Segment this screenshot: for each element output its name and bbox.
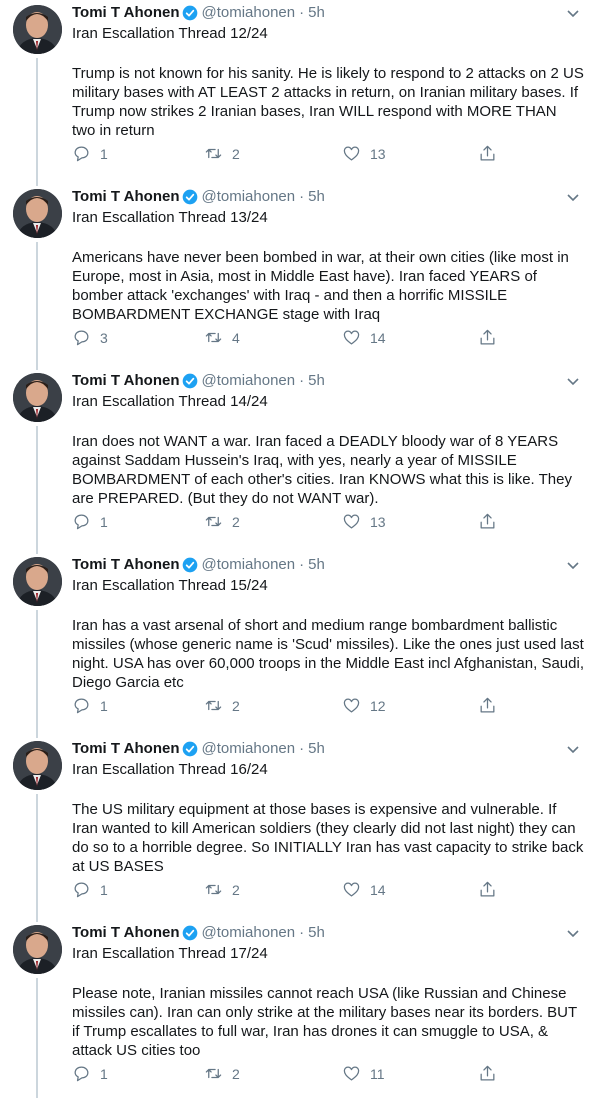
- verified-badge-icon: [182, 189, 198, 205]
- tweet-actions: [72, 512, 512, 534]
- reply-icon: [72, 1064, 91, 1083]
- heart-icon: [342, 696, 361, 715]
- retweet-button[interactable]: [204, 328, 240, 347]
- thread-subtitle: Iran Escallation Thread 15/24: [72, 577, 268, 594]
- like-button[interactable]: [342, 696, 386, 715]
- tweet[interactable]: [0, 368, 601, 552]
- verified-badge-icon: [182, 5, 198, 21]
- retweet-count: 2: [232, 881, 240, 898]
- reply-icon: [72, 512, 91, 531]
- thread-subtitle: Iran Escallation Thread 13/24: [72, 209, 268, 226]
- verified-badge-icon: [182, 557, 198, 573]
- tweet-header: [72, 3, 325, 23]
- like-button[interactable]: [342, 328, 386, 347]
- heart-icon: [342, 328, 361, 347]
- heart-icon: [342, 144, 361, 163]
- reply-icon: [72, 328, 91, 347]
- tweet-text: Iran does not WANT a war. Iran faced a DEADLY bloody war of 8 YEARS against Saddam Hussein's Iraq, with yes, nearly a year of MISSILE BOMBARDMENT of each other's cities. Iran KNOWS what this is like. They are PREPARED. (But they do not WANT war).: [72, 433, 572, 507]
- retweet-button[interactable]: [204, 696, 240, 715]
- tweet[interactable]: [0, 0, 601, 184]
- retweet-count: 4: [232, 329, 240, 346]
- separator-dot: ·: [299, 740, 305, 757]
- tweet[interactable]: [0, 552, 601, 736]
- tweet-actions: [72, 144, 512, 166]
- author-handle[interactable]: @tomiahonen: [201, 556, 296, 573]
- tweet-header: [72, 739, 325, 759]
- reply-button[interactable]: [72, 696, 108, 715]
- avatar[interactable]: [13, 557, 62, 606]
- like-button[interactable]: [342, 880, 386, 899]
- avatar[interactable]: [13, 925, 62, 974]
- author-handle[interactable]: @tomiahonen: [201, 188, 296, 205]
- like-button[interactable]: [342, 1064, 385, 1083]
- separator-dot: ·: [299, 556, 305, 573]
- retweet-icon: [204, 328, 223, 347]
- reply-count: 3: [100, 329, 108, 346]
- reply-icon: [72, 696, 91, 715]
- reply-count: 1: [100, 513, 108, 530]
- reply-button[interactable]: [72, 880, 108, 899]
- thread-line: [36, 794, 38, 922]
- verified-badge-icon: [182, 741, 198, 757]
- reply-count: 1: [100, 881, 108, 898]
- avatar[interactable]: [13, 5, 62, 54]
- heart-icon: [342, 880, 361, 899]
- author-handle[interactable]: @tomiahonen: [201, 740, 296, 757]
- tweet-actions: [72, 328, 512, 350]
- like-count: 12: [370, 697, 386, 714]
- separator-dot: ·: [299, 4, 305, 21]
- chevron-down-icon[interactable]: [566, 374, 580, 388]
- share-icon: [478, 512, 497, 531]
- reply-button[interactable]: [72, 1064, 108, 1083]
- heart-icon: [342, 1064, 361, 1083]
- thread-line: [36, 978, 38, 1098]
- tweet-actions: [72, 696, 512, 718]
- chevron-down-icon[interactable]: [566, 558, 580, 572]
- author-handle[interactable]: @tomiahonen: [201, 372, 296, 389]
- tweet-header: [72, 923, 325, 943]
- tweet-text: Please note, Iranian missiles cannot reach USA (like Russian and Chinese missiles can). Iran can only strike at the military bases near its borders. BUT if Trump escallates to full war, Iran has drones it can smuggle to USA, & attack US cities too: [72, 985, 577, 1059]
- retweet-button[interactable]: [204, 512, 240, 531]
- reply-icon: [72, 144, 91, 163]
- timestamp[interactable]: 5h: [308, 924, 325, 941]
- share-button[interactable]: [478, 512, 497, 531]
- share-icon: [478, 1064, 497, 1083]
- tweet-header: [72, 371, 325, 391]
- chevron-down-icon[interactable]: [566, 6, 580, 20]
- tweet-header: [72, 555, 325, 575]
- timestamp[interactable]: 5h: [308, 740, 325, 757]
- like-count: 13: [370, 145, 386, 162]
- reply-button[interactable]: [72, 328, 108, 347]
- like-count: 14: [370, 881, 386, 898]
- author-name[interactable]: Tomi T Ahonen: [72, 372, 180, 389]
- timestamp[interactable]: 5h: [308, 188, 325, 205]
- timestamp[interactable]: 5h: [308, 4, 325, 21]
- timestamp[interactable]: 5h: [308, 372, 325, 389]
- retweet-count: 2: [232, 1065, 240, 1082]
- reply-button[interactable]: [72, 512, 108, 531]
- separator-dot: ·: [299, 188, 305, 205]
- share-button[interactable]: [478, 144, 497, 163]
- like-count: 11: [370, 1065, 385, 1082]
- retweet-icon: [204, 512, 223, 531]
- author-handle[interactable]: @tomiahonen: [201, 924, 296, 941]
- separator-dot: ·: [299, 924, 305, 941]
- share-button[interactable]: [478, 328, 497, 347]
- share-icon: [478, 144, 497, 163]
- retweet-icon: [204, 144, 223, 163]
- chevron-down-icon[interactable]: [566, 742, 580, 756]
- chevron-down-icon[interactable]: [566, 926, 580, 940]
- verified-badge-icon: [182, 373, 198, 389]
- timestamp[interactable]: 5h: [308, 556, 325, 573]
- retweet-count: 2: [232, 513, 240, 530]
- thread-line: [36, 426, 38, 554]
- tweet-text: Iran has a vast arsenal of short and medium range bombardment ballistic missiles (whose generic name is 'Scud' missiles). Like the ones just used last night. USA has over 60,000 troops in the Middle East incl Afghanistan, Saudi, Diego Garcia etc: [72, 617, 584, 691]
- author-name[interactable]: Tomi T Ahonen: [72, 924, 180, 941]
- verified-badge-icon: [182, 925, 198, 941]
- reply-count: 1: [100, 697, 108, 714]
- retweet-count: 2: [232, 697, 240, 714]
- tweet[interactable]: [0, 920, 601, 1104]
- author-name[interactable]: Tomi T Ahonen: [72, 188, 180, 205]
- retweet-count: 2: [232, 145, 240, 162]
- retweet-button[interactable]: [204, 144, 240, 163]
- thread-line: [36, 242, 38, 370]
- heart-icon: [342, 512, 361, 531]
- avatar[interactable]: [13, 373, 62, 422]
- retweet-icon: [204, 1064, 223, 1083]
- author-name[interactable]: Tomi T Ahonen: [72, 740, 180, 757]
- reply-button[interactable]: [72, 144, 108, 163]
- tweet-text: The US military equipment at those bases is expensive and vulnerable. If Iran wanted to kill American soldiers (they clearly did not last night) they can do so to a horrible degree. So INITIALLY Iran has vast capacity to strike back at US BASES: [72, 801, 584, 875]
- thread-subtitle: Iran Escallation Thread 12/24: [72, 25, 268, 42]
- thread-line: [36, 610, 38, 738]
- like-count: 13: [370, 513, 386, 530]
- thread-subtitle: Iran Escallation Thread 14/24: [72, 393, 268, 410]
- reply-icon: [72, 880, 91, 899]
- share-icon: [478, 328, 497, 347]
- retweet-button[interactable]: [204, 880, 240, 899]
- author-name[interactable]: Tomi T Ahonen: [72, 4, 180, 21]
- tweet-actions: [72, 880, 512, 902]
- retweet-button[interactable]: [204, 1064, 240, 1083]
- reply-count: 1: [100, 1065, 108, 1082]
- like-button[interactable]: [342, 512, 386, 531]
- like-button[interactable]: [342, 144, 386, 163]
- tweet[interactable]: [0, 184, 601, 368]
- author-name[interactable]: Tomi T Ahonen: [72, 556, 180, 573]
- tweet-text: Americans have never been bombed in war, at their own cities (like most in Europe, most in Asia, most in Middle East have). Iran faced YEARS of bomber attack 'exchanges' with Iraq - and then a horrific MISSILE BOMBARDMENT EXCHANGE stage with Iraq: [72, 249, 569, 323]
- share-icon: [478, 696, 497, 715]
- share-icon: [478, 880, 497, 899]
- retweet-icon: [204, 880, 223, 899]
- thread-subtitle: Iran Escallation Thread 17/24: [72, 945, 268, 962]
- author-handle[interactable]: @tomiahonen: [201, 4, 296, 21]
- tweet-header: [72, 187, 325, 207]
- reply-count: 1: [100, 145, 108, 162]
- thread-line: [36, 58, 38, 186]
- like-count: 14: [370, 329, 386, 346]
- chevron-down-icon[interactable]: [566, 190, 580, 204]
- avatar[interactable]: [13, 741, 62, 790]
- share-button[interactable]: [478, 880, 497, 899]
- separator-dot: ·: [299, 372, 305, 389]
- share-button[interactable]: [478, 696, 497, 715]
- tweet-actions: [72, 1064, 512, 1086]
- tweet-text: Trump is not known for his sanity. He is likely to respond to 2 attacks on 2 US military bases with AT LEAST 2 attacks in return, on Iranian military bases. If Trump now strikes 2 Iranian bases, Iran WILL respond with MORE THAN two in return: [72, 65, 584, 139]
- share-button[interactable]: [478, 1064, 497, 1083]
- tweet[interactable]: [0, 736, 601, 920]
- retweet-icon: [204, 696, 223, 715]
- avatar[interactable]: [13, 189, 62, 238]
- thread-subtitle: Iran Escallation Thread 16/24: [72, 761, 268, 778]
